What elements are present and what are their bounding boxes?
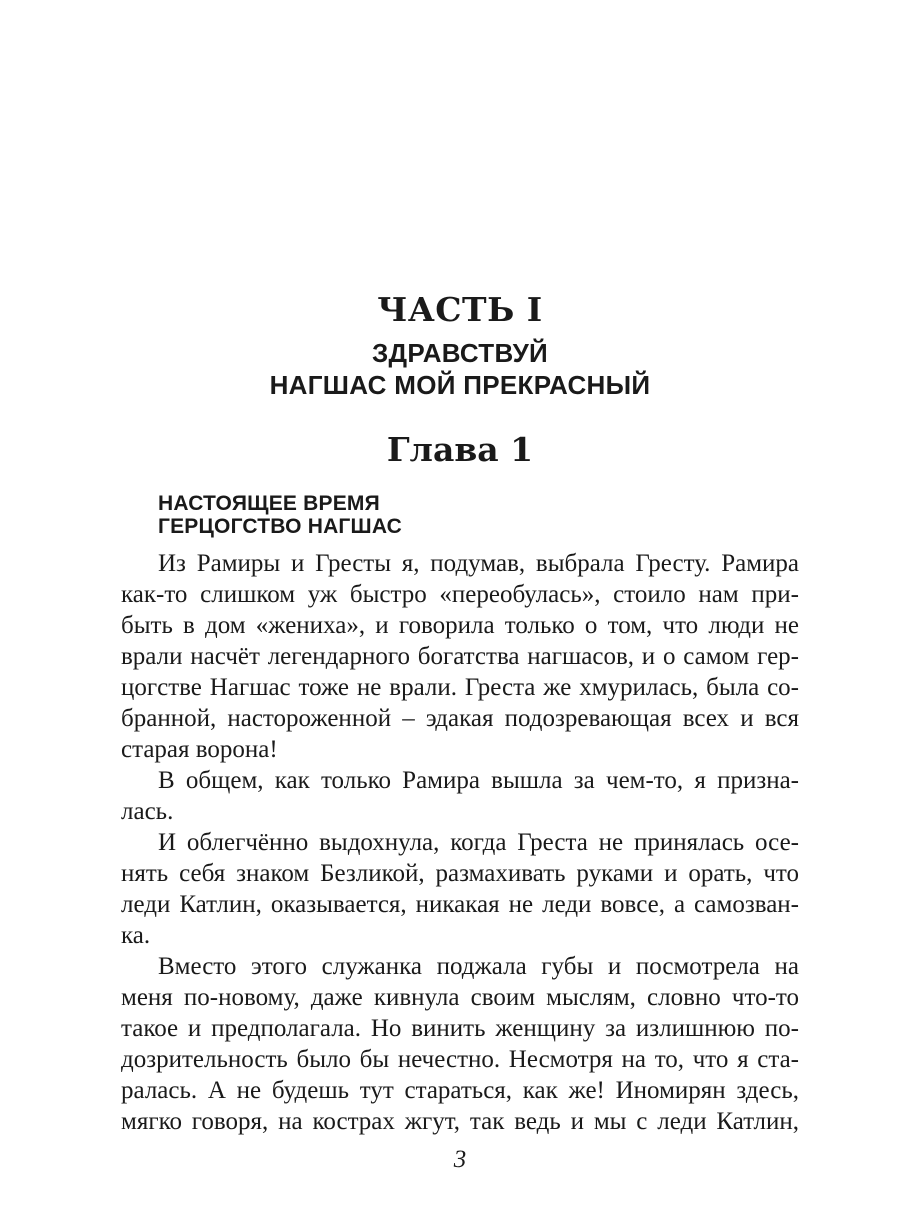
- body-line: нять себя знаком Безликой, размахивать руками и орать, что: [121, 860, 799, 887]
- part-subtitle-line-1: ЗДРАВСТВУЙ: [371, 338, 549, 368]
- body-line: ралась. А не будешь тут стараться, как же! Иномирян здесь,: [121, 1077, 799, 1104]
- body-line: В общем, как только Рамира вышла за чем-то, я призна-: [158, 767, 799, 794]
- body-line: Вместо этого служанка поджала губы и посмотрела на: [158, 953, 799, 980]
- body-line: мягко говоря, на кострах жгут, так ведь и мы с леди Катлин,: [121, 1108, 799, 1135]
- body-line: такое и предполагала. Но винить женщину за излишнюю по-: [121, 1015, 799, 1042]
- body-line: врали насчёт легендарного богатства нагшасов, и о самом гер-: [121, 643, 799, 670]
- section-heading-time: НАСТОЯЩЕЕ ВРЕМЯ: [158, 492, 380, 515]
- section-heading-place: ГЕРЦОГСТВО НАГШАС: [158, 515, 403, 538]
- body-line: бранной, настороженной – эдакая подозревающая всех и вся: [121, 705, 799, 732]
- chapter-title: Глава 1: [386, 430, 534, 469]
- body-line: И облегчённо выдохнула, когда Греста не принялась осе-: [158, 829, 799, 856]
- body-line: Из Рамиры и Гресты я, подумав, выбрала Гресту. Рамира: [158, 550, 799, 577]
- body-line: цогстве Нагшас тоже не врали. Греста же хмурилась, была со-: [121, 674, 799, 701]
- part-subtitle-line-2: НАГШАС МОЙ ПРЕКРАСНЫЙ: [269, 370, 651, 400]
- body-line: ка.: [121, 922, 151, 949]
- page-number: 3: [453, 1146, 467, 1173]
- body-line: старая ворона!: [121, 736, 278, 763]
- body-line: лась.: [121, 798, 174, 825]
- body-line: дозрительность было бы нечестно. Несмотря на то, что я ста-: [121, 1046, 799, 1073]
- body-line: леди Катлин, оказывается, никакая не леди вовсе, а самозван-: [121, 891, 799, 918]
- body-line: как-то слишком уж быстро «переобулась», стоило нам при-: [121, 581, 799, 608]
- body-line: быть в дом «жениха», и говорила только о том, что люди не: [121, 612, 799, 639]
- body-line: меня по-новому, даже кивнула своим мыслям, словно что-то: [121, 984, 799, 1011]
- part-title: ЧАСТЬ I: [377, 290, 543, 329]
